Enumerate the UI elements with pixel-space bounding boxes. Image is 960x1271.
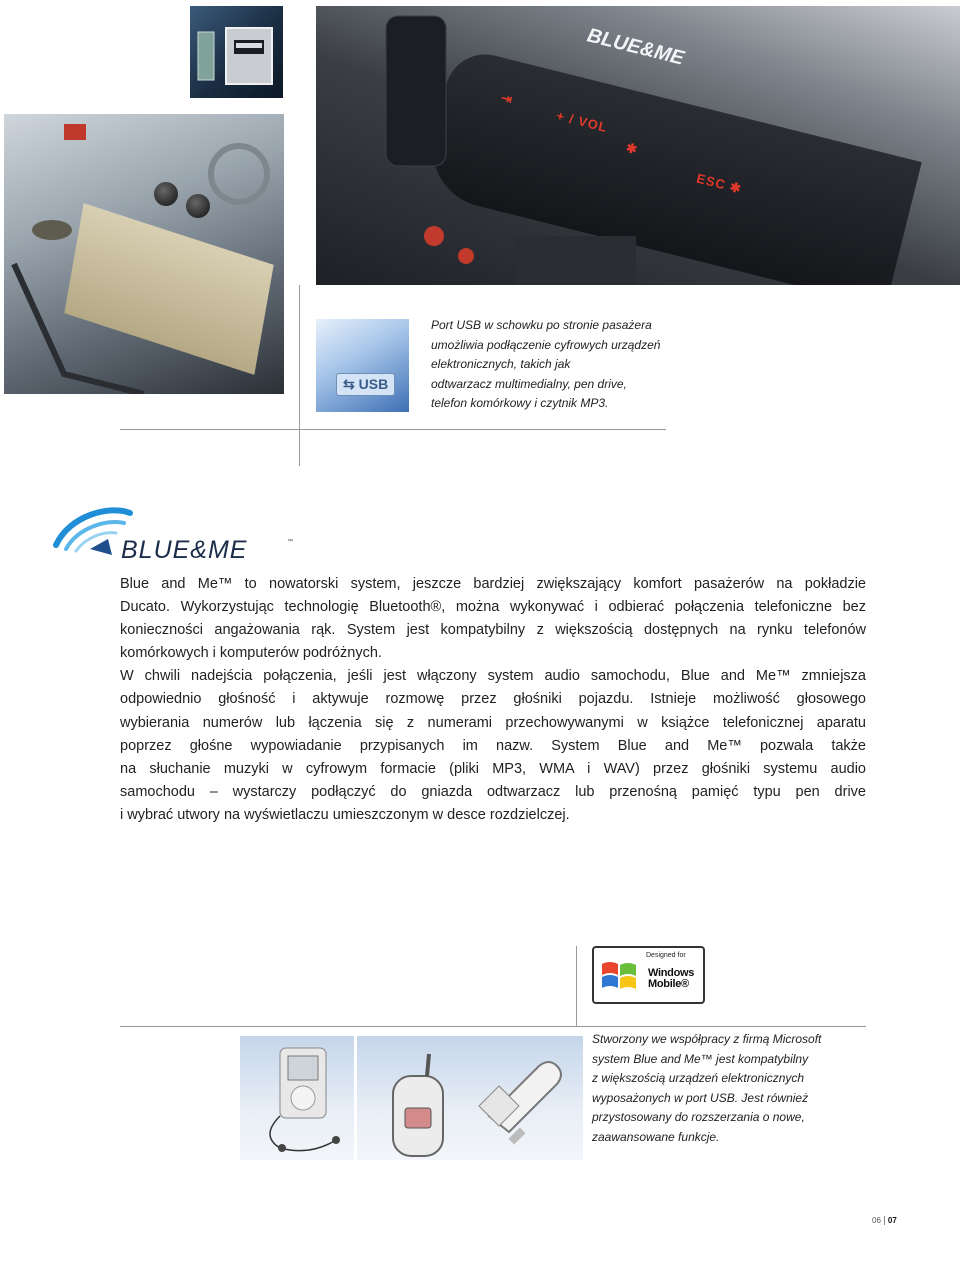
device-caption <box>592 1030 821 1148</box>
caption-line: telefon komórkowy i czytnik MP3. <box>431 396 609 411</box>
body-line: na słuchanie muzyki w cyfrowym formacie (pliki MP3, WMA i WAV) przez głośniki systemu audio <box>120 760 866 777</box>
caption-line: przystosowany do rozszerzania o nowe, <box>592 1110 805 1125</box>
caption-line: Port USB w schowku po stronie pasażera <box>431 318 652 332</box>
caption-line: z większością urządzeń elektronicznych <box>592 1071 805 1086</box>
page-numbers <box>872 1216 897 1225</box>
body-line: poprzez głośne wypowiadanie przypisanych im nazw. System Blue and Me™ pozwala także <box>120 737 866 754</box>
page-number-right: 07 <box>887 1216 897 1225</box>
mobile-phone-photo <box>357 1036 471 1160</box>
dashboard-button-2: + / VOL <box>554 107 610 136</box>
pen-drive-icon <box>469 1036 583 1160</box>
page-number-separator <box>884 1216 885 1225</box>
body-text <box>120 573 866 827</box>
glovebox-lines <box>4 114 284 394</box>
caption-line: system Blue and Me™ jest kompatybilny <box>592 1051 809 1066</box>
divider-usb <box>120 429 666 430</box>
caption-line: elektronicznych, takich jak <box>431 357 571 372</box>
divider-bottom <box>120 1026 866 1027</box>
body-line: konieczności angażowania rąk. System jest kompatybilny z większością dostępnych na rynku telefonów <box>120 622 866 639</box>
body-line: W chwili nadejścia połączenia, jeśli jest włączony system audio samochodu, Blue and Me™ zmniejsza <box>120 668 866 685</box>
caption-line: Stworzony we współpracy z firmą Microsoft <box>592 1032 822 1046</box>
usb-port-photo <box>316 319 409 412</box>
dashboard-blue-me-logo: BLUE&ME <box>584 24 687 70</box>
wm-name-line2: Mobile® <box>648 978 689 990</box>
pen-drive-photo <box>469 1036 583 1160</box>
usb-icon: ⇆ <box>343 376 355 392</box>
dashboard-button-1: ⇥ <box>499 89 515 108</box>
wm-name <box>648 968 694 990</box>
wm-name-line1: Windows <box>648 967 695 979</box>
body-line: odpowiednio głośność i aktywuje rozmowę przez głośniki pojazdu. Istnieje możliwość głosowego <box>120 691 866 708</box>
caption-line: wyposażonych w port USB. Jest również <box>592 1090 809 1105</box>
windows-flag-icon <box>600 956 640 996</box>
body-line: komórkowych i komputerów podróżnych. <box>120 645 382 662</box>
mobile-phone-icon <box>357 1036 471 1160</box>
blue-me-logo-text: BLUE&ME <box>121 536 248 564</box>
body-line: Blue and Me™ to nowatorski system, jeszcze bardziej zwiększający komfort pasażerów na pokładzie <box>120 576 866 592</box>
dashboard-button-3: ✱ <box>624 139 640 158</box>
windows-mobile-badge <box>592 946 705 1004</box>
divider-vertical-badge <box>576 946 577 1026</box>
usb-label-text: USB <box>358 376 389 392</box>
usb-label <box>336 373 395 396</box>
dashboard-button-4: ESC ✱ <box>694 170 744 197</box>
usb-socket-illustration <box>190 6 283 98</box>
blue-and-me-logo <box>50 505 300 564</box>
glovebox-photo <box>4 114 284 394</box>
caption-line: odtwarzacz multimedialny, pen drive, <box>431 376 627 391</box>
dashboard-photo <box>316 6 960 285</box>
wm-designed-for: Designed for <box>646 952 686 959</box>
body-line: samochodu – wystarczy podłączyć do gniazda odtwarzacz lub przenośną pamięć typu pen drive <box>120 783 866 800</box>
caption-line: zaawansowane funkcje. <box>592 1129 720 1144</box>
mp3-player-photo <box>240 1036 354 1160</box>
body-line: Ducato. Wykorzystując technologię Bluetooth®, można wykonywać i odbierać połączenia telefoniczne bez <box>120 599 866 616</box>
usb-caption <box>431 316 660 414</box>
page-number-left: 06 <box>872 1216 881 1225</box>
dashboard-vents <box>316 6 960 285</box>
body-line: wybierania numerów lub łączenia się z numerami przechowywanymi w książce telefonicznej aparatu <box>120 714 866 731</box>
body-line: i wybrać utwory na wyświetlaczu umieszczonym w desce rozdzielczej. <box>120 806 570 823</box>
blue-me-logo-tm: ™ <box>287 539 293 545</box>
usb-socket-photo <box>190 6 283 98</box>
divider-vertical-top <box>299 285 300 466</box>
caption-line: umożliwia podłączenie cyfrowych urządzeń <box>431 337 661 352</box>
mp3-player-icon <box>240 1036 354 1160</box>
